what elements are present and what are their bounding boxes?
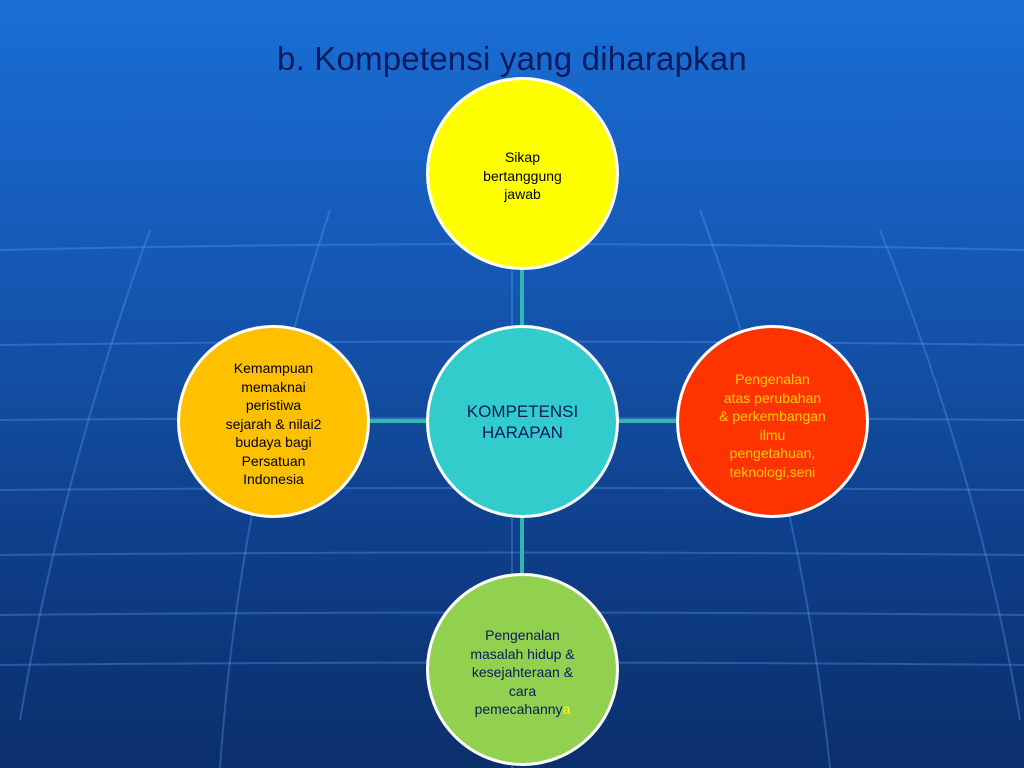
node-left-label: Kemampuan memaknai peristiwa sejarah & nilai2 budaya bagi Persatuan Indonesia: [225, 360, 322, 487]
node-right-label: Pengenalan atas perubahan & perkembangan ilmu pengetahuan, teknologi,seni: [719, 371, 826, 480]
connector-right: [617, 419, 679, 423]
node-top-label: Sikap bertanggung jawab: [483, 149, 562, 202]
slide-title: b. Kompetensi yang diharapkan: [277, 40, 747, 77]
node-kemampuan-memaknai: [177, 325, 370, 518]
node-sikap-bertanggung-jawab: [426, 77, 619, 270]
node-pengenalan-masalah: [426, 573, 619, 766]
node-bottom-label-main: Pengenalan masalah hidup & kesejahteraan & cara pemecahanny: [470, 627, 575, 717]
connector-bottom: [520, 516, 524, 576]
node-pengenalan-perubahan: [676, 325, 869, 518]
connector-top: [520, 268, 524, 328]
node-bottom-label-last-char: a: [562, 701, 571, 717]
node-bottom-label: [470, 626, 574, 719]
node-kompetensi-harapan: [426, 325, 619, 518]
node-center-label: KOMPETENSI HARAPAN: [466, 401, 579, 442]
connector-left: [368, 419, 428, 423]
